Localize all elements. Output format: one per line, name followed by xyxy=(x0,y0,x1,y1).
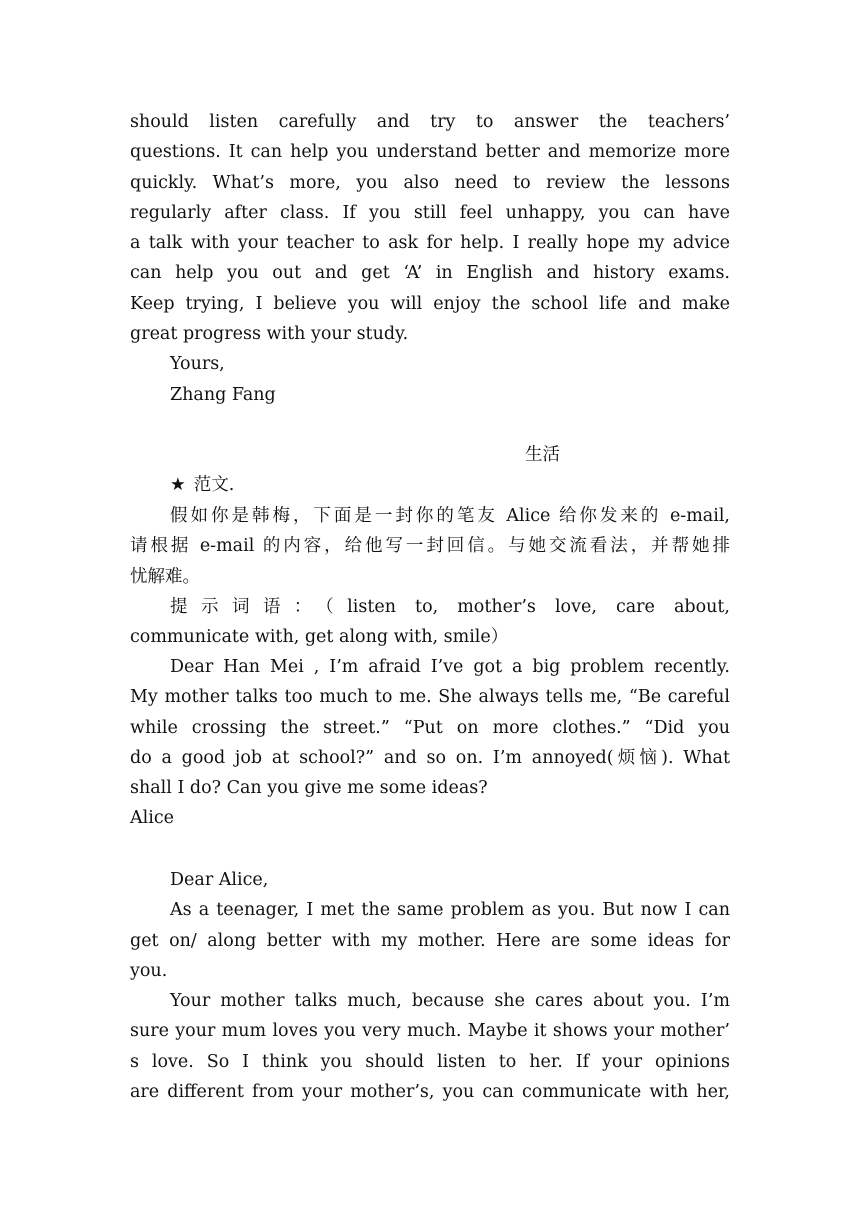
text-line: while crossing the street.” “Put on more clothes.” “Did you xyxy=(130,717,730,738)
star-icon: ★ xyxy=(170,475,186,495)
text-line: Dear Han Mei , I’m afraid I’ve got a big problem recently. xyxy=(170,657,730,677)
text-line: questions. It can help you understand better and memorize more xyxy=(130,142,730,163)
sample-essay-label xyxy=(130,470,730,500)
text-line: My mother talks too much to me. She always tells me, “Be careful xyxy=(130,687,730,708)
email-signature: Alice xyxy=(130,808,174,829)
text-line: great progress with your study. xyxy=(130,324,409,345)
text-line: shall I do? Can you give me some ideas? xyxy=(130,778,488,799)
section-heading: 生活 xyxy=(525,445,560,465)
text-line: are different from your mother’s, you can communicate with her, xyxy=(130,1082,730,1103)
text-line: Keep trying, I believe you will enjoy the school life and make xyxy=(130,293,730,314)
text-line: 假如你是韩梅，下面是一封你的笔友 Alice 给你发来的 e-mail, xyxy=(170,506,730,526)
reply-letter xyxy=(130,865,730,1107)
sample-label-text: 范文. xyxy=(193,475,235,495)
alice-email xyxy=(130,652,730,834)
task-prompt xyxy=(130,501,730,652)
text-line: As a teenager, I met the same problem as you. But now I can xyxy=(170,900,730,921)
text-line: quickly. What’s more, you also need to review the lessons xyxy=(130,172,730,193)
reply-greeting: Dear Alice, xyxy=(170,870,269,890)
text-line: s love. So I think you should listen to her. If your opinions xyxy=(130,1051,730,1072)
text-line: 请根据 e-mail 的内容，给他写一封回信。与她交流看法，并帮她排 xyxy=(130,536,730,557)
letter-signature: Zhang Fang xyxy=(170,384,276,405)
text-line: get on/ along better with my mother. Here are some ideas for xyxy=(130,930,730,951)
text-line: 忧解难。 xyxy=(130,566,200,587)
text-line: Your mother talks much, because she cares about you. I’m xyxy=(170,991,730,1012)
text-line: you. xyxy=(130,960,168,981)
text-line: should listen carefully and try to answer the teachers’ xyxy=(130,112,730,132)
text-line: can help you out and get ‘A’ in English and history exams. xyxy=(130,263,730,284)
text-line: sure your mum loves you very much. Maybe it shows your mother’ xyxy=(130,1021,730,1042)
text-line: 提示词语：（listen to, mother’s love, care about, xyxy=(170,596,730,617)
text-line: regularly after class. If you still feel unhappy, you can have xyxy=(130,202,730,223)
letter-closing: Yours, xyxy=(170,354,225,375)
text-line: a talk with your teacher to ask for help. I really hope my advice xyxy=(130,233,730,254)
text-line: do a good job at school?” and so on. I’m annoyed(烦恼). What xyxy=(130,747,730,768)
text-line: communicate with, get along with, smile） xyxy=(130,627,509,648)
letter-tail-paragraph xyxy=(130,107,730,410)
